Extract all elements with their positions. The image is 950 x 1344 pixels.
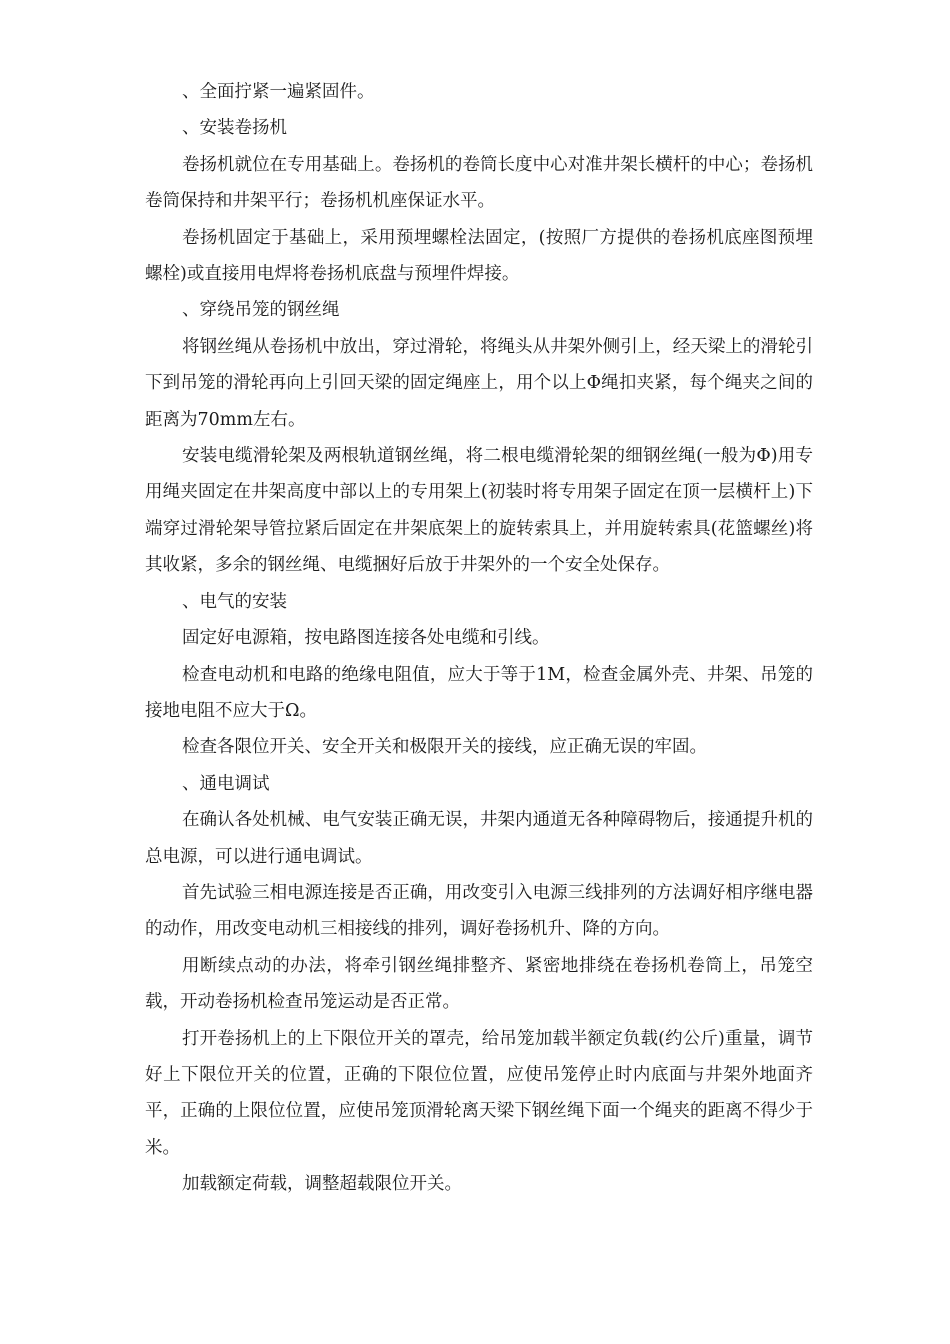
document-body <box>145 74 813 1203</box>
paragraph-wire-rope-routing: 将钢丝绳从卷扬机中放出，穿过滑轮，将绳头从井架外侧引上，经天梁上的滑轮引下到吊笼的滑轮再向上引回天梁的固定绳座上，用个以上Φ绳扣夹紧，每个绳夹之间的距离为70mm左右。 <box>145 336 813 430</box>
step-heading-install-winch: 、安装卷扬机 <box>182 118 287 139</box>
paragraph-winch-positioning: 卷扬机就位在专用基础上。卷扬机的卷筒长度中心对准井架长横杆的中心；卷扬机卷筒保持和井架平行；卷扬机机座保证水平。 <box>145 154 813 212</box>
paragraph-jog-test: 用断续点动的办法，将牵引钢丝绳排整齐、紧密地排绕在卷扬机卷筒上，吊笼空载，开动卷扬机检查吊笼运动是否正常。 <box>145 955 813 1013</box>
paragraph-power-on: 在确认各处机械、电气安装正确无误，井架内通道无各种障碍物后，接通提升机的总电源，可以进行通电调试。 <box>145 810 813 867</box>
step-heading-wire-rope: 、穿绕吊笼的钢丝绳 <box>182 300 340 321</box>
paragraph-cable-pulley-frame: 安装电缆滑轮架及两根轨道钢丝绳，将二根电缆滑轮架的细钢丝绳(一般为Φ)用专用绳夹固定在井架高度中部以上的专用架上(初装时将专用架子固定在顶一层横杆上)下端穿过滑轮架导管拉紧后固定在井架底架上的旋转索具上，并用旋转索具(花篮螺丝)将其收紧，多余的钢丝绳、电缆捆好后放于井架外的一个安全处保存。 <box>145 446 813 576</box>
paragraph-power-box: 固定好电源箱，按电路图连接各处电缆和引线。 <box>182 628 550 649</box>
paragraph-limit-switch-check: 检查各限位开关、安全开关和极限开关的接线，应正确无误的牢固。 <box>182 737 707 758</box>
paragraph-phase-test: 首先试验三相电源连接是否正确，用改变引入电源三线排列的方法调好相序继电器的动作，用改变电动机三相接线的排列，调好卷扬机升、降的方向。 <box>145 882 813 940</box>
step-heading-power-test: 、通电调试 <box>182 773 270 794</box>
paragraph-winch-fixing: 卷扬机固定于基础上，采用预埋螺栓法固定，(按照厂方提供的卷扬机底座图预埋螺栓)或直接用电焊将卷扬机底盘与预埋件焊接。 <box>145 227 813 285</box>
step-heading-tighten-fasteners: 、全面拧紧一遍紧固件。 <box>182 82 375 102</box>
paragraph-overload-adjust: 加载额定荷载，调整超载限位开关。 <box>182 1174 462 1195</box>
step-heading-electrical: 、电气的安装 <box>182 591 287 612</box>
paragraph-limit-adjust: 打开卷扬机上的上下限位开关的罩壳，给吊笼加载半额定负载(约公斤)重量，调节好上下限位开关的位置，正确的下限位位置，应使吊笼停止时内底面与井架外地面齐平，正确的上限位位置，应使吊笼顶滑轮离天梁下钢丝绳下面一个绳夹的距离不得少于米。 <box>145 1028 813 1158</box>
paragraph-insulation-check: 检查电动机和电路的绝缘电阻值，应大于等于1M，检查金属外壳、井架、吊笼的接地电阻不应大于Ω。 <box>145 664 813 721</box>
